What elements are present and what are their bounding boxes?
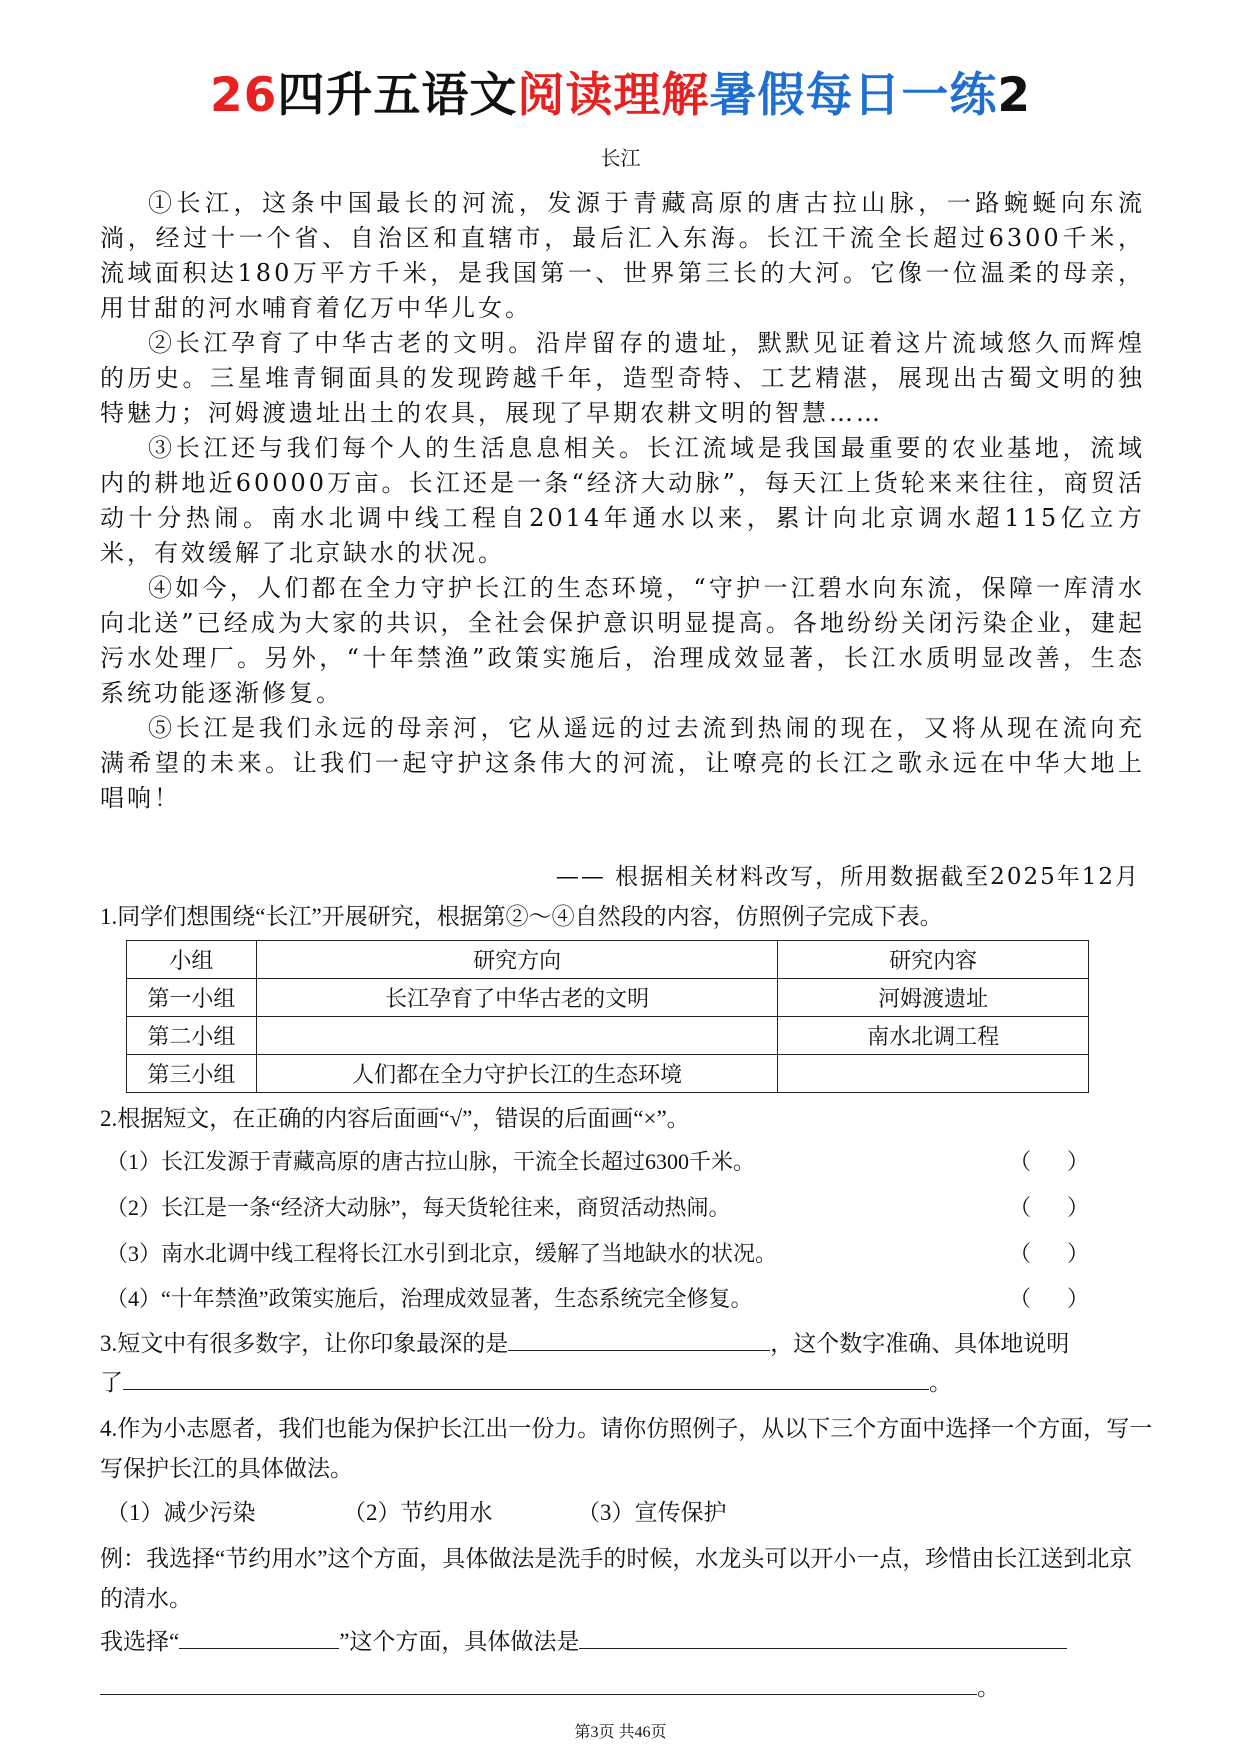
title-number: 2 [997,68,1032,123]
answer-blank[interactable] [579,1622,1067,1649]
table-header-row [127,941,1089,979]
aspect-blank[interactable] [179,1622,339,1649]
source-note: —— 根据相关材料改写，所用数据截至2025年12月 [555,864,1140,890]
judge-item-1 [106,1142,1156,1182]
question-3-continued: 了 。 [100,1363,1160,1402]
direction-cell: 人们都在全力守护长江的生态环境 [256,1055,777,1093]
question-4-prompt: 4.作为小志愿者，我们也能为保护长江出一份力。请你仿照例子，从以下三个方面中选择一个方面，写一写保护长江的具体做法。 [100,1416,1153,1481]
passage-title: 长江 [600,146,641,170]
question-4-options [106,1494,1166,1532]
table-header: 研究内容 [778,941,1089,979]
paragraph-2: ②长江孕育了中华古老的文明。沿岸留存的遗址，默默见证着这片流域悠久而辉煌的历史。三星堆青铜面具的发现跨越千年，造型奇特、工艺精湛，展现出古蜀文明的独特魅力；河姆渡遗址出土的农具，展现了早期农耕文明的智慧…… [100,329,1145,427]
page-title [0,66,1241,126]
content-cell: 南水北调工程 [778,1017,1089,1055]
question-2-prompt: 2.根据短文，在正确的内容后面画“√”，错误的后面画“×”。 [100,1106,690,1131]
question-4-answer-line: 我选择“ ”这个方面，具体做法是 [100,1622,1160,1661]
group-cell: 第二小组 [127,1017,257,1055]
judge-statement: （3）南水北调中线工程将长江水引到北京，缓解了当地缺水的状况。 [106,1241,778,1266]
paragraph-1: ①长江，这条中国最长的河流，发源于青藏高原的唐古拉山脉，一路蜿蜒向东流淌，经过十一个省、自治区和直辖市，最后汇入东海。长江干流全长超过6300千米，流域面积达180万平方千米，是我国第一、世界第三长的大河。它像一位温柔的母亲，用甘甜的河水哺育着亿万中华儿女。 [100,189,1145,322]
table-header: 小组 [127,941,257,979]
table-row [127,1055,1089,1093]
judge-item-2 [106,1188,1156,1228]
page-number: 第3页 共46页 [574,1724,667,1741]
question-4-example: 例：我选择“节约用水”这个方面，具体做法是洗手的时候，水龙头可以开小一点，珍惜由长江送到北京的清水。 [100,1546,1133,1611]
title-series: 暑假每日一练 [709,68,998,123]
answer-parentheses[interactable]: （ ） [1009,1241,1089,1266]
paragraph-3: ③长江还与我们每个人的生活息息相关。长江流域是我国最重要的农业基地，流域内的耕地近60000万亩。长江还是一条“经济大动脉”，每天江上货轮来来往往，商贸活动十分热闹。南水北调中线工程自2014年通水以来，累计向北京调水超115亿立方米，有效缓解了北京缺水的状况。 [100,434,1145,567]
table-row [127,979,1089,1017]
answer-parentheses[interactable]: （ ） [1009,1286,1089,1311]
question-4-answer-continued: 。 [100,1668,1160,1707]
title-grade: 26 [209,68,278,123]
content-cell: 河姆渡遗址 [778,979,1089,1017]
table-header: 研究方向 [256,941,777,979]
paragraph-4: ④如今，人们都在全力守护长江的生态环境，“守护一江碧水向东流，保障一库清水向北送”已经成为大家的共识，全社会保护意识明显提高。各地纷纷关闭污染企业，建起污水处理厂。另外，“十年禁渔”政策实施后，治理成效显著，长江水质明显改善，生态系统功能逐渐修复。 [100,574,1145,707]
answer-parentheses[interactable]: （ ） [1009,1195,1089,1220]
direction-answer-cell[interactable] [256,1017,777,1055]
group-cell: 第三小组 [127,1055,257,1093]
title-topic: 阅读理解 [517,68,710,123]
answer-parentheses[interactable]: （ ） [1009,1149,1089,1174]
judge-item-3 [106,1234,1156,1274]
research-table [126,940,1089,1093]
direction-cell: 长江孕育了中华古老的文明 [256,979,777,1017]
title-subject: 四升五语文 [277,68,518,123]
question-3: 3.短文中有很多数字，让你印象最深的是 ，这个数字准确、具体地说明 [100,1324,1160,1363]
table-row [127,1017,1089,1055]
group-cell: 第一小组 [127,979,257,1017]
content-answer-cell[interactable] [778,1055,1089,1093]
answer-blank[interactable] [508,1324,770,1351]
answer-blank[interactable] [123,1363,929,1390]
judge-statement: （1）长江发源于青藏高原的唐古拉山脉，干流全长超过6300千米。 [106,1149,756,1174]
option-promote-protection: （3）宣传保护 [577,1500,727,1525]
paragraph-5: ⑤长江是我们永远的母亲河，它从遥远的过去流到热闹的现在，又将从现在流向充满希望的未来。让我们一起守护这条伟大的河流，让嘹亮的长江之歌永远在中华大地上唱响！ [100,714,1145,812]
judge-statement: （2）长江是一条“经济大动脉”，每天货轮往来，商贸活动热闹。 [106,1195,731,1220]
option-save-water: （2）节约用水 [343,1500,493,1525]
judge-item-4 [106,1279,1156,1319]
reading-passage [100,186,1145,816]
judge-statement: （4）“十年禁渔”政策实施后，治理成效显著，生态系统完全修复。 [106,1286,753,1311]
answer-blank[interactable] [100,1668,977,1695]
question-1-prompt: 1.同学们想围绕“长江”开展研究，根据第②～④自然段的内容，仿照例子完成下表。 [100,904,943,929]
option-reduce-pollution: （1）减少污染 [106,1500,256,1525]
